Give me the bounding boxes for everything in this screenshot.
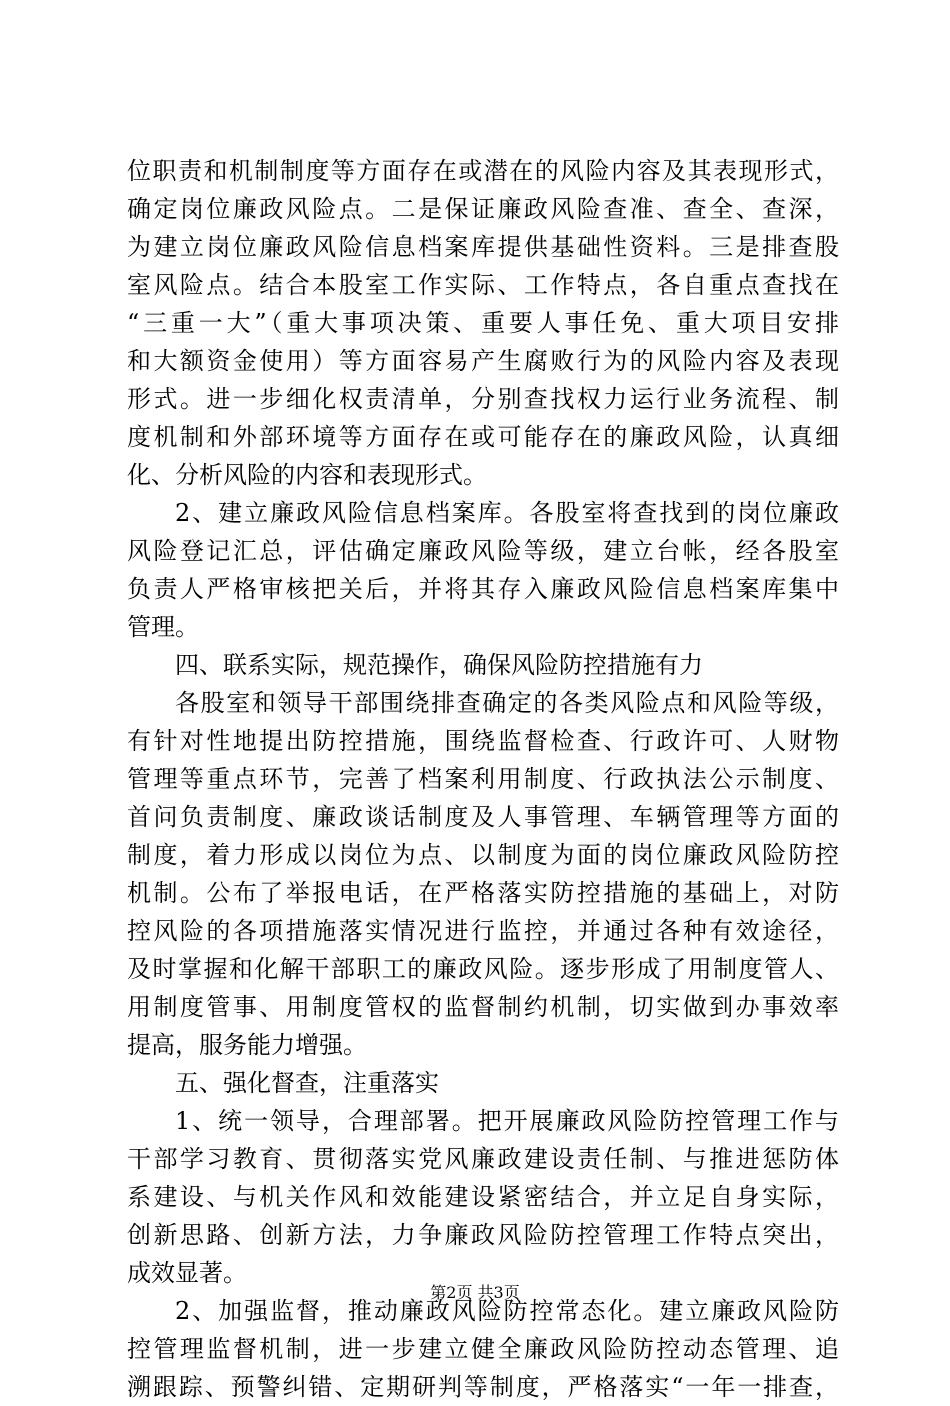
text-line: 用制度管事、用制度管权的监督制约机制，切实做到办事效率 bbox=[127, 993, 839, 1021]
text-line: 管理等重点环节，完善了档案利用制度、行政执法公示制度、 bbox=[127, 765, 839, 793]
text-line: 位职责和机制制度等方面存在或潜在的风险内容及其表现形式， bbox=[127, 157, 839, 185]
text-line: 创新思路、创新方法，力争廉政风险防控管理工作特点突出， bbox=[127, 1221, 839, 1249]
text-line: 五、强化督查，注重落实 bbox=[175, 1069, 439, 1097]
text-line: 为建立岗位廉政风险信息档案库提供基础性资料。三是排查股 bbox=[127, 233, 839, 261]
page-footer: 第2页 共3页 bbox=[430, 1283, 520, 1302]
text-line: 控管理监督机制，进一步建立健全廉政风险防控动态管理、追 bbox=[127, 1335, 839, 1363]
text-line: 控风险的各项措施落实情况进行监控，并通过各种有效途径， bbox=[127, 917, 839, 945]
text-line: 度机制和外部环境等方面存在或可能存在的廉政风险，认真细 bbox=[127, 423, 839, 451]
text-line: 制度，着力形成以岗位为点、以制度为面的岗位廉政风险防控 bbox=[127, 841, 839, 869]
text-line: 溯跟踪、预警纠错、定期研判等制度，严格落实“一年一排查， bbox=[127, 1373, 839, 1401]
text-line: 风险登记汇总，评估确定廉政风险等级，建立台帐，经各股室 bbox=[127, 537, 839, 565]
text-line: 首问负责制度、廉政谈话制度及人事管理、车辆管理等方面的 bbox=[127, 803, 839, 831]
text-line: 系建设、与机关作风和效能建设紧密结合，并立足自身实际， bbox=[127, 1183, 839, 1211]
body-text bbox=[127, 152, 839, 1406]
text-line: “三重一大”（重大事项决策、重要人事任免、重大项目安排 bbox=[127, 309, 839, 337]
text-line: 2、加强监督，推动廉政风险防控常态化。建立廉政风险防 bbox=[175, 1297, 839, 1325]
text-line: 负责人严格审核把关后，并将其存入廉政风险信息档案库集中 bbox=[127, 575, 839, 603]
text-line: 机制。公布了举报电话，在严格落实防控措施的基础上，对防 bbox=[127, 879, 839, 907]
text-line: 及时掌握和化解干部职工的廉政风险。逐步形成了用制度管人、 bbox=[127, 955, 839, 983]
text-line: 干部学习教育、贯彻落实党风廉政建设责任制、与推进惩防体 bbox=[127, 1145, 839, 1173]
text-line: 有针对性地提出防控措施，围绕监督检查、行政许可、人财物 bbox=[127, 727, 839, 755]
text-line: 各股室和领导干部围绕排查确定的各类风险点和风险等级， bbox=[175, 689, 839, 717]
text-line: 确定岗位廉政风险点。二是保证廉政风险查准、查全、查深， bbox=[127, 195, 839, 223]
text-line: 成效显著。 bbox=[127, 1259, 247, 1287]
text-line: 提高，服务能力增强。 bbox=[127, 1031, 367, 1059]
text-line: 四、联系实际，规范操作，确保风险防控措施有力 bbox=[175, 651, 703, 679]
text-line: 形式。进一步细化权责清单，分别查找权力运行业务流程、制 bbox=[127, 385, 839, 413]
text-line: 2、建立廉政风险信息档案库。各股室将查找到的岗位廉政 bbox=[175, 499, 839, 527]
text-line: 化、分析风险的内容和表现形式。 bbox=[127, 461, 487, 489]
text-line: 室风险点。结合本股室工作实际、工作特点，各自重点查找在 bbox=[127, 271, 839, 299]
text-line: 和大额资金使用）等方面容易产生腐败行为的风险内容及表现 bbox=[127, 347, 839, 375]
text-line: 1、统一领导，合理部署。把开展廉政风险防控管理工作与 bbox=[175, 1107, 839, 1135]
text-line: 管理。 bbox=[127, 613, 199, 641]
